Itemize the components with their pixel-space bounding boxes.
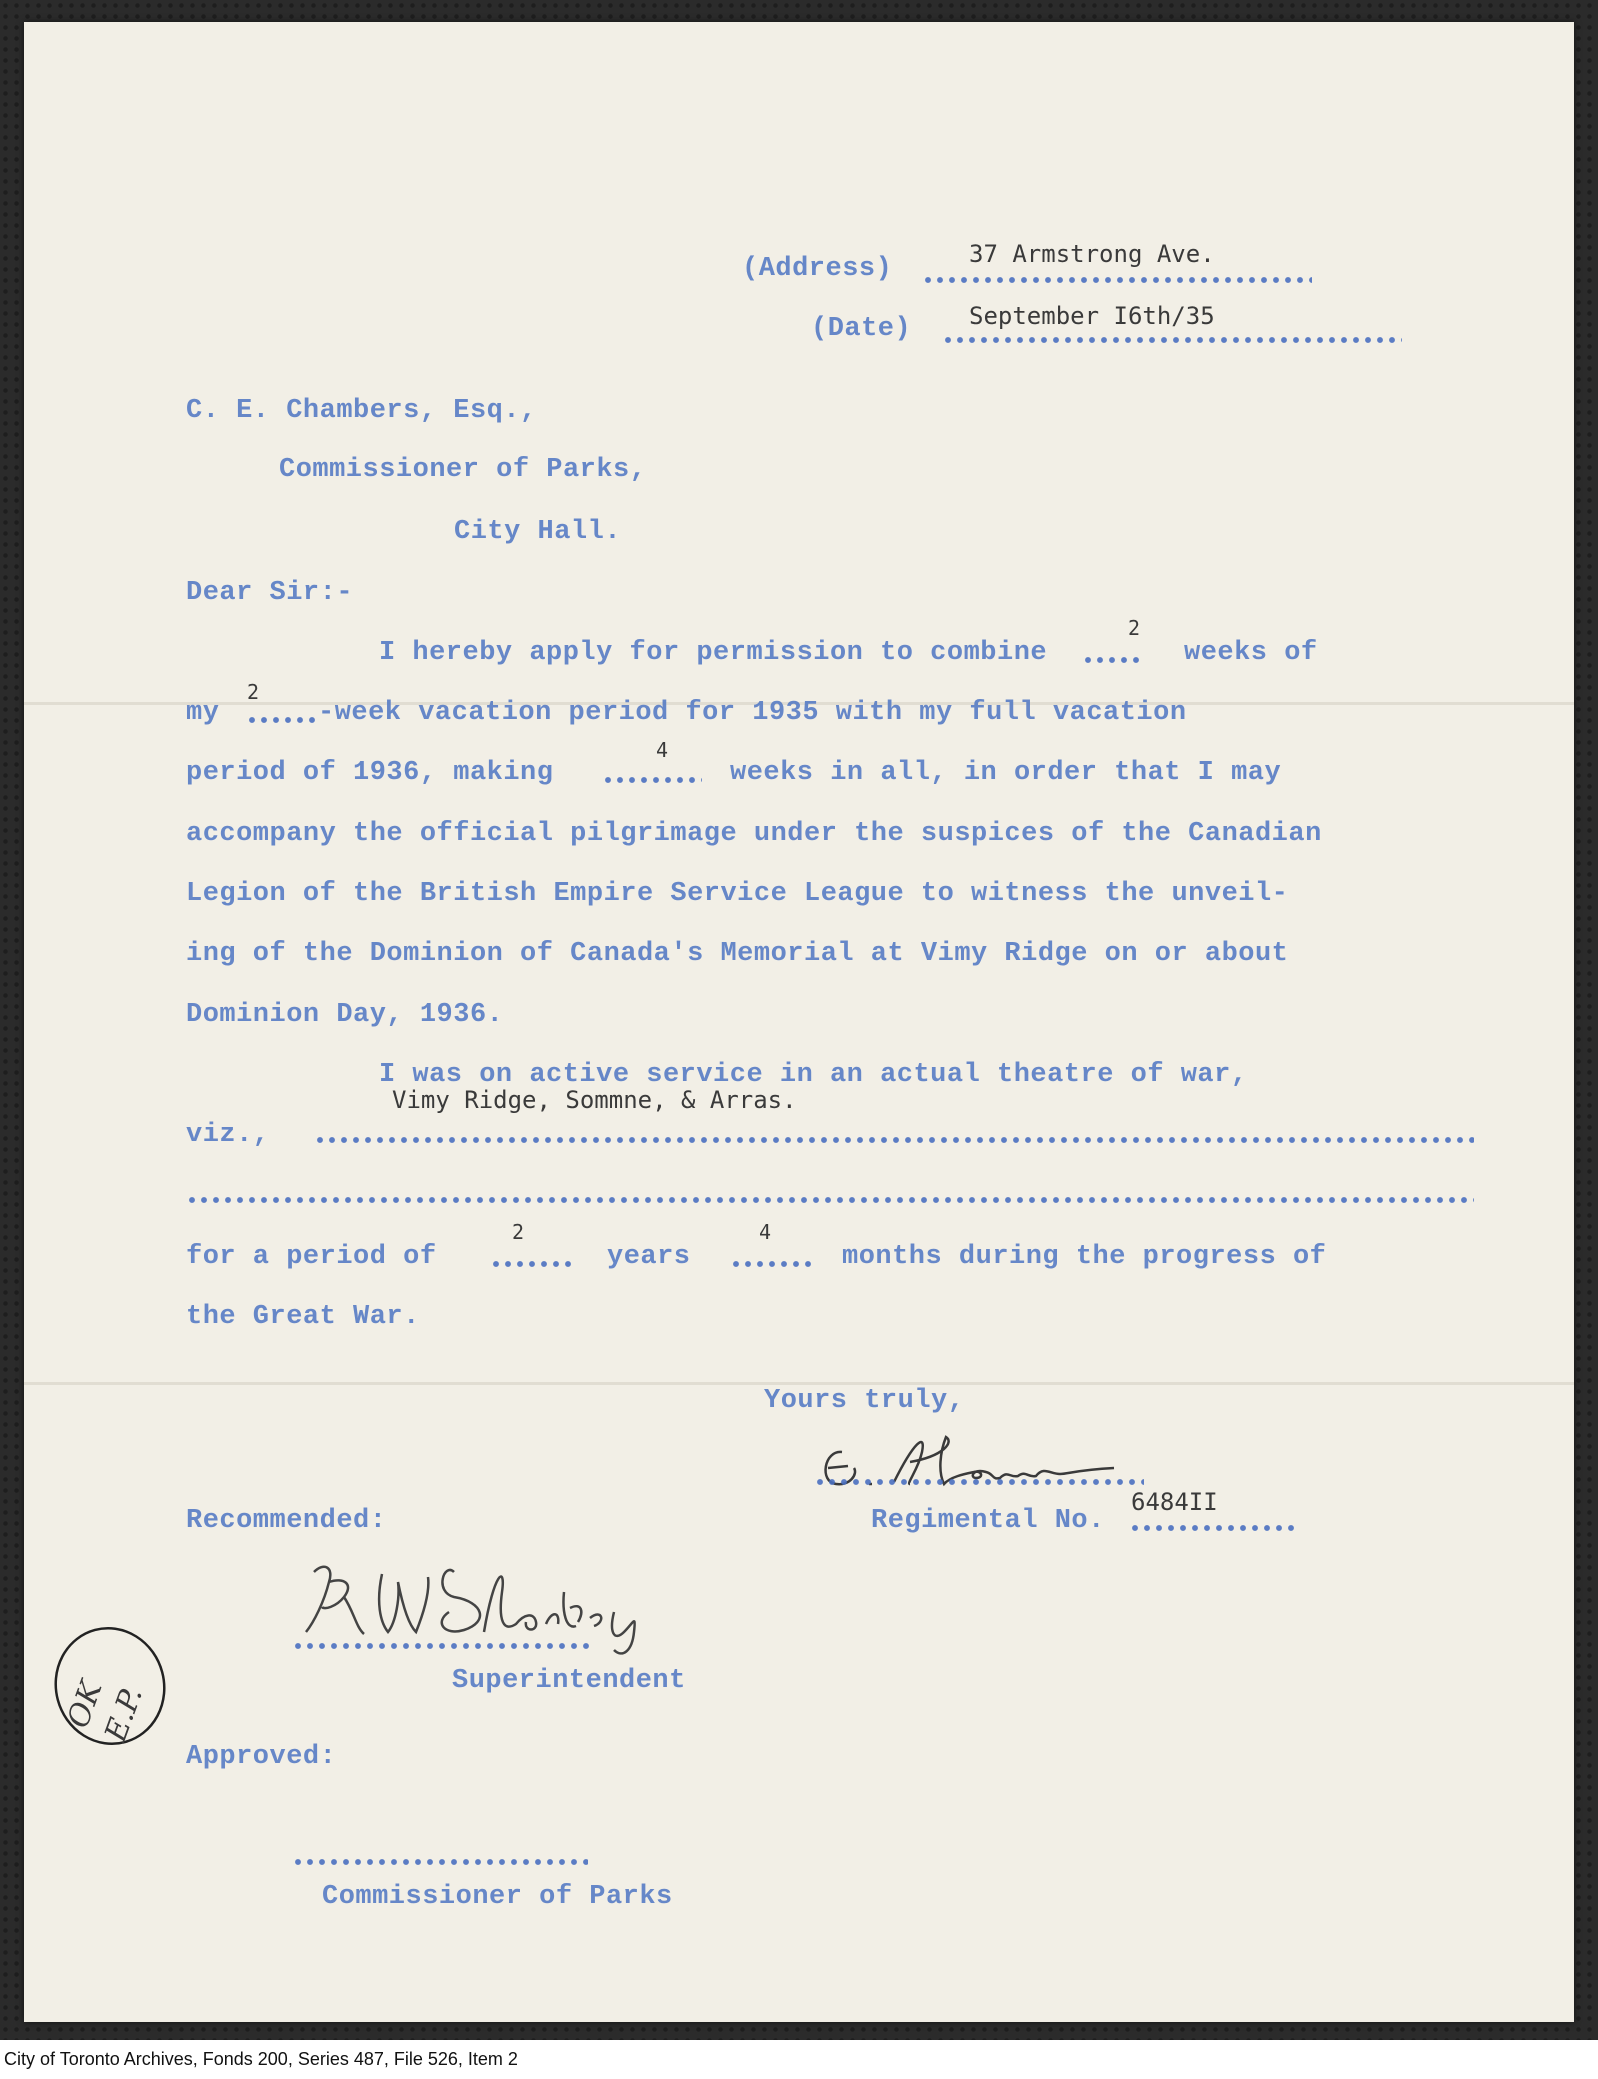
address-value: 37 Armstrong Ave. — [969, 240, 1215, 268]
years-dotted-line — [490, 1258, 574, 1270]
approved-label: Approved: — [186, 1742, 337, 1772]
body-line: weeks of — [1184, 638, 1318, 668]
date-value: September I6th/35 — [969, 302, 1215, 330]
months-dotted-line — [730, 1258, 814, 1270]
body-line: accompany the official pilgrimage under the suspices of the Canadian — [186, 819, 1322, 849]
address-dotted-line — [922, 274, 1312, 286]
viz-label: viz., — [186, 1120, 270, 1150]
months-label: months during the progress of — [842, 1242, 1327, 1272]
address-label: (Address) — [742, 254, 893, 284]
years-value: 2 — [512, 1220, 525, 1244]
regimental-label: Regimental No. — [871, 1506, 1105, 1536]
approved-dotted-line — [292, 1856, 588, 1868]
recipient-address: City Hall. — [454, 517, 622, 547]
fold-line — [24, 1382, 1574, 1385]
viz-dotted-line-2 — [186, 1194, 1474, 1206]
yours-truly: Yours truly, — [764, 1386, 965, 1416]
body-line: weeks in all, in order that I may — [730, 758, 1282, 788]
vacation-weeks-value: 2 — [247, 680, 260, 704]
body-line: I was on active service in an actual theatre of war, — [379, 1060, 1248, 1090]
years-label: years — [607, 1242, 691, 1272]
viz-dotted-line — [314, 1134, 1474, 1146]
body-line: for a period of — [186, 1242, 437, 1272]
archive-caption: City of Toronto Archives, Fonds 200, Series 487, File 526, Item 2 — [0, 2040, 1598, 2079]
total-weeks-value: 4 — [656, 738, 669, 762]
body-line: -week vacation period for 1935 with my full vacation — [318, 698, 1187, 728]
regimental-dotted-line — [1129, 1522, 1295, 1534]
recommended-label: Recommended: — [186, 1506, 387, 1536]
total-weeks-dotted-line — [602, 774, 702, 786]
months-value: 4 — [759, 1220, 772, 1244]
date-label: (Date) — [811, 314, 912, 344]
body-line: my — [186, 698, 220, 728]
applicant-signature — [814, 1422, 1144, 1512]
commissioner-title: Commissioner of Parks — [322, 1882, 673, 1912]
body-line: ing of the Dominion of Canada's Memorial at Vimy Ridge on or about — [186, 939, 1289, 969]
date-dotted-line — [942, 334, 1402, 346]
superintendent-title: Superintendent — [452, 1666, 686, 1696]
vacation-dotted-line — [246, 714, 318, 726]
weeks-value: 2 — [1128, 616, 1141, 640]
body-line: I hereby apply for permission to combine — [379, 638, 1048, 668]
salutation: Dear Sir:- — [186, 578, 354, 608]
body-line: Legion of the British Empire Service League to witness the unveil- — [186, 879, 1289, 909]
body-line: Dominion Day, 1936. — [186, 1000, 504, 1030]
signature-dotted-line — [814, 1476, 1144, 1488]
body-line: period of 1936, making — [186, 758, 554, 788]
weeks-dotted-line — [1082, 654, 1144, 666]
recipient-name: C. E. Chambers, Esq., — [186, 396, 537, 426]
body-line: the Great War. — [186, 1302, 420, 1332]
service-locations-value: Vimy Ridge, Sommne, & Arras. — [392, 1086, 797, 1114]
recommended-dotted-line — [292, 1640, 592, 1652]
letter-page — [24, 22, 1574, 2022]
recipient-title: Commissioner of Parks, — [279, 455, 647, 485]
approval-initials: OK E.P. — [60, 1676, 150, 1747]
regimental-value: 6484II — [1131, 1488, 1218, 1516]
